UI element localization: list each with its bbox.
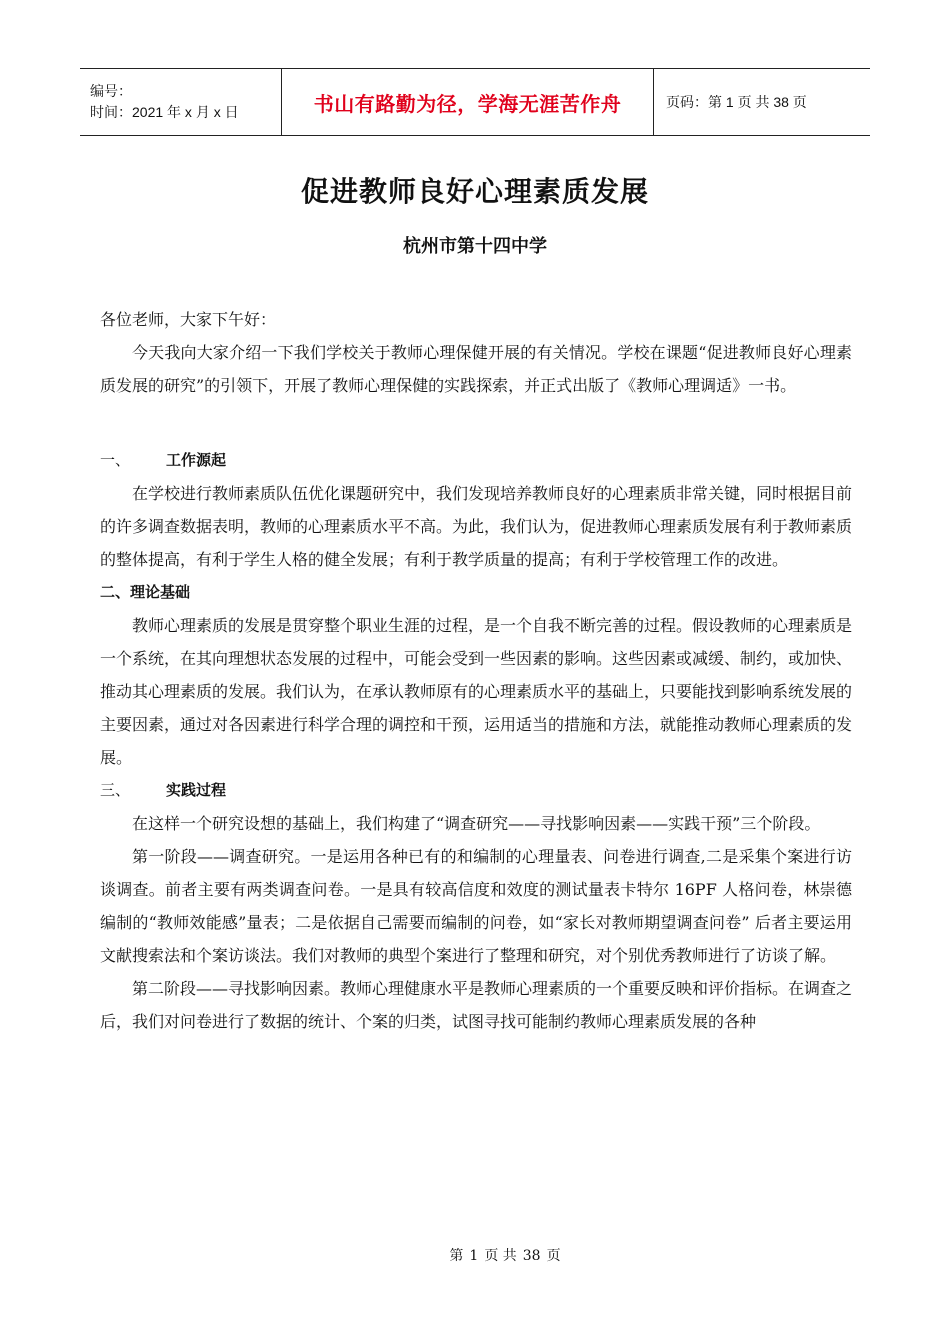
footer-suffix: 页 [546, 1248, 561, 1264]
section-3-number: 三、 [100, 781, 131, 799]
section-2-paragraph: 教师心理素质的发展是贯穿整个职业生涯的过程，是一个自我不断完善的过程。假设教师的心理素质是一个系统，在其向理想状态发展的过程中，可能会受到一些因素的影响。这些因素或减缓、制约，或加快、推动其心理素质的发展。我们认为，在承认教师原有的心理素质水平的基础上，只要能找到影响系统发展的主要因素，通过对各因素进行科学合理的调控和干预，运用适当的措施和方法，就能推动教师心理素质的发展。 [100, 616, 853, 767]
section-3-paragraph-2: 第一阶段——调查研究。一是运用各种已有的和编制的心理量表、问卷进行调查,二是采集个案进行访谈调查。前者主要有两类调查问卷。一是具有较高信度和效度的测试量表卡特尔 16PF 人格问卷，林崇德编制的“教师效能感”量表；二是依据自己需要而编制的问卷，如“家长对教师期望调查问卷” 后者主要运用文献搜索法和个案访谈法。我们对教师的典型个案进行了整理和研究，对个别优秀教师进行了访谈了解。 [100, 847, 852, 965]
footer-page-number: 1 [469, 1248, 479, 1264]
greeting: 各位老师，大家下午好： [100, 310, 277, 329]
footer-total-pages: 38 [522, 1248, 541, 1264]
section-3-paragraph-3: 第二阶段——寻找影响因素。教师心理健康水平是教师心理素质的一个重要反映和评价指标。在调查之后，我们对问卷进行了数据的统计、个案的归类，试图寻找可能制约教师心理素质发展的各种 [100, 979, 853, 1031]
header-motto: 书山有路勤为径，学海无涯苦作舟 [313, 91, 622, 116]
section-3-title: 实践过程 [166, 781, 227, 799]
section-3-paragraph-1: 在这样一个研究设想的基础上，我们构建了“调查研究——寻找影响因素——实践干预”三个阶段。 [132, 814, 821, 833]
page-code-text: 页码：第 1 页 共 38 页 [666, 94, 807, 110]
document-date: 时间：2021 年 x 月 x 日 [90, 104, 239, 120]
header-motto-cell [282, 69, 654, 135]
document-number: 编号： [90, 83, 132, 99]
section-2-heading [100, 576, 852, 609]
footer-mid: 页 共 [484, 1248, 517, 1264]
header-meta [80, 69, 282, 135]
section-1-paragraph: 在学校进行教师素质队伍优化课题研究中，我们发现培养教师良好的心理素质非常关键，同时根据目前的许多调查数据表明，教师的心理素质水平不高。为此，我们认为，促进教师心理素质发展有利于教师素质的整体提高，有利于学生人格的健全发展；有利于教学质量的提高；有利于学校管理工作的改进。 [100, 484, 853, 569]
section-1-number: 一、 [100, 451, 131, 469]
header-page-code [654, 69, 870, 135]
section-3-heading [100, 774, 852, 807]
section-2-title: 二、理论基础 [100, 583, 191, 601]
section-1-heading [100, 444, 852, 477]
page-footer [0, 1245, 950, 1265]
section-1-title: 工作源起 [166, 451, 227, 469]
intro-paragraph: 今天我向大家介绍一下我们学校关于教师心理保健开展的有关情况。学校在课题“促进教师良好心理素质发展的研究”的引领下，开展了教师心理保健的实践探索，并正式出版了《教师心理调适》一书。 [100, 343, 852, 395]
footer-prefix: 第 [449, 1248, 464, 1264]
document-header [80, 68, 870, 136]
page-subtitle: 杭州市第十四中学 [403, 236, 547, 257]
document-body [100, 303, 852, 1038]
page-title: 促进教师良好心理素质发展 [300, 175, 649, 208]
